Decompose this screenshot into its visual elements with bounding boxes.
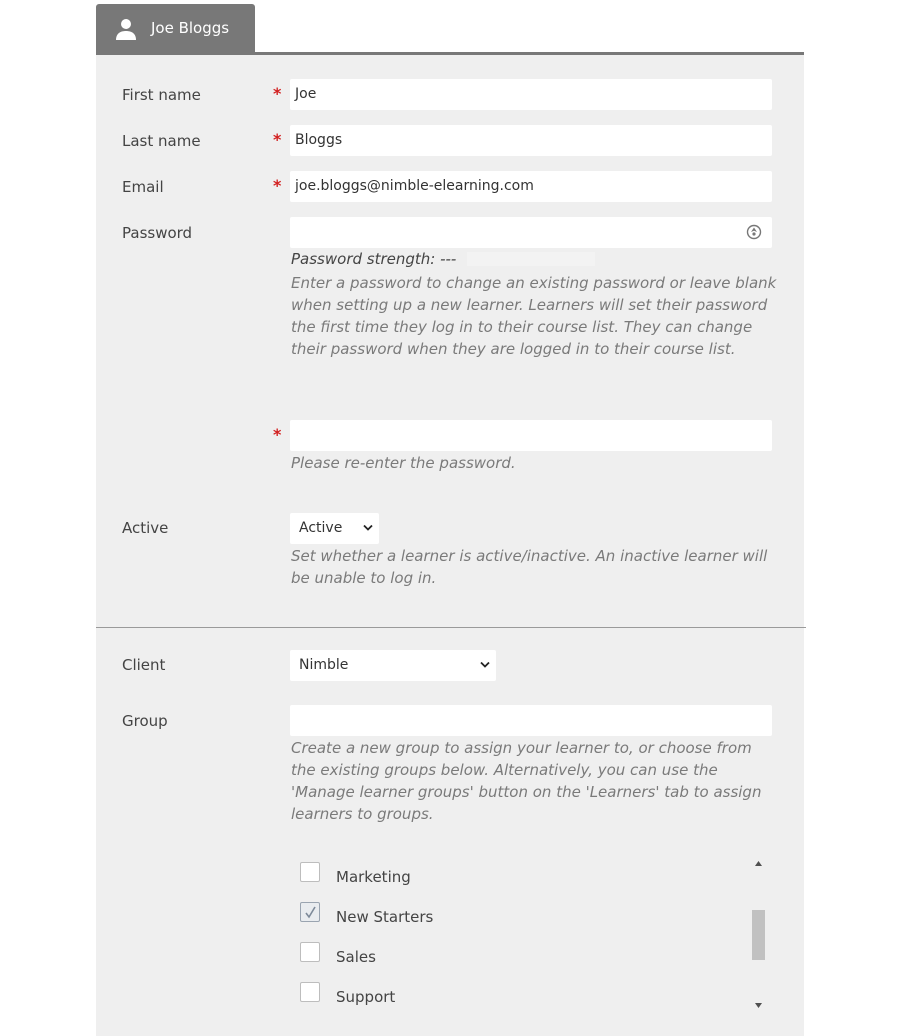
- client-select-value: Nimble: [299, 657, 349, 673]
- group-option-label: Marketing: [336, 868, 411, 886]
- checkmark-icon: [304, 905, 317, 919]
- first-name-field[interactable]: Joe: [290, 79, 772, 110]
- active-select[interactable]: [290, 513, 379, 544]
- tab-label: Joe Bloggs: [151, 19, 230, 37]
- password-reveal-icon[interactable]: [746, 224, 762, 240]
- password-field[interactable]: [290, 217, 772, 248]
- email-label: Email: [122, 178, 164, 196]
- password-help: Enter a password to change an existing password or leave blank when setting up a new learner. Learners will set their password the first time they log in to their course list. They can change their password when they are logged in to their course list.: [291, 274, 777, 358]
- password-confirm-help: Please re-enter the password.: [291, 454, 516, 472]
- group-help: Create a new group to assign your learner to, or choose from the existing groups below. Alternatively, you can use the 'Manage learner groups' button on the 'Learners' tab to assign learners to groups.: [291, 739, 762, 823]
- password-strength-meter: [467, 252, 595, 266]
- active-label: Active: [122, 519, 169, 537]
- required-marker: *: [273, 425, 282, 444]
- last-name-label: Last name: [122, 132, 201, 150]
- chevron-down-icon: [363, 524, 373, 532]
- group-option-label: New Starters: [336, 908, 434, 926]
- last-name-field[interactable]: Bloggs: [290, 125, 772, 156]
- first-name-label: First name: [122, 86, 201, 104]
- required-marker: *: [273, 84, 282, 103]
- scroll-thumb[interactable]: [752, 910, 765, 960]
- group-field[interactable]: [290, 705, 772, 736]
- required-marker: *: [273, 130, 282, 149]
- scroll-up-arrow-icon[interactable]: [755, 861, 762, 866]
- checkbox[interactable]: [300, 902, 320, 922]
- client-select[interactable]: [290, 650, 496, 681]
- group-option-label: Support: [336, 988, 396, 1006]
- chevron-down-icon: [480, 661, 490, 669]
- password-confirm-field[interactable]: [290, 420, 772, 451]
- password-label: Password: [122, 224, 193, 242]
- active-select-value: Active: [299, 520, 343, 536]
- checkbox[interactable]: [300, 862, 320, 882]
- client-label: Client: [122, 656, 166, 674]
- user-icon: [114, 17, 138, 41]
- required-marker: *: [273, 176, 282, 195]
- section-divider: [96, 627, 806, 628]
- checkbox[interactable]: [300, 942, 320, 962]
- email-field[interactable]: joe.bloggs@nimble-elearning.com: [290, 171, 772, 202]
- group-option-label: Sales: [336, 948, 376, 966]
- checkbox[interactable]: [300, 982, 320, 1002]
- scroll-down-arrow-icon[interactable]: [755, 1003, 762, 1008]
- password-strength-label: Password strength: ---: [291, 250, 457, 268]
- group-list-scrollbar[interactable]: [751, 856, 766, 1014]
- active-help: Set whether a learner is active/inactive. An inactive learner will be unable to log in.: [291, 547, 768, 587]
- group-label: Group: [122, 712, 168, 730]
- user-tab[interactable]: [96, 4, 255, 52]
